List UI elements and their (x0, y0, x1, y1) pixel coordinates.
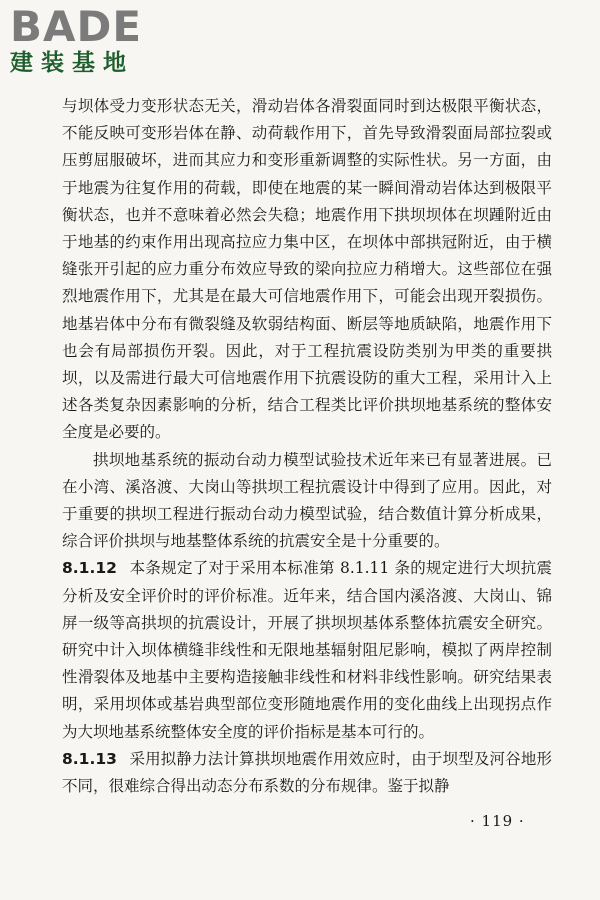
clause-8-1-12 (62, 555, 552, 745)
brand-logo (10, 2, 143, 76)
paragraph-shaking-table: 拱坝地基系统的振动台动力模型试验技术近年来已有显著进展。已在小湾、溪洛渡、大岗山等拱坝工程抗震设计中得到了应用。因此，对于重要的拱坝工程进行振动台动力模型试验，结合数值计算分析成果，综合评价拱坝与地基整体系统的抗震安全是十分重要的。 (62, 450, 552, 551)
clause-number: 8.1.13 (62, 749, 117, 768)
clause-8-1-13 (62, 746, 552, 800)
document-body (62, 93, 552, 800)
clause-number: 8.1.12 (62, 559, 117, 578)
paragraph-continued: 与坝体受力变形状态无关，滑动岩体各滑裂面同时到达极限平衡状态，不能反映可变形岩体在静、动荷载作用下，首先导致滑裂面局部拉裂或压剪屈服破坏，进而其应力和变形重新调整的实际性状。另一方面，由于地震为往复作用的荷载，即使在地震的某一瞬间滑动岩体达到极限平衡状态，也并不意味着必然会失稳；地震作用下拱坝坝体在坝踵附近由于地基的约束作用出现高拉应力集中区，在坝体中部拱冠附近，由于横缝张开引起的应力重分布效应导致的梁向拉应力稍增大。这些部位在强烈地震作用下，尤其是在最大可信地震作用下，可能会出现开裂损伤。地基岩体中分布有微裂缝及软弱结构面、断层等地质缺陷，地震作用下也会有局部损伤开裂。因此，对于工程抗震设防类别为甲类的重要拱坝，以及需进行最大可信地震作用下抗震设防的重大工程，采用计入上述各类复杂因素影响的分析，结合工程类比评价拱坝地基系统的整体安全度是必要的。 (62, 97, 552, 442)
clause-text: 本条规定了对于采用本标准第 8.1.11 条的规定进行大坝抗震分析及安全评价时的评价标准。近年来，结合国内溪洛渡、大岗山、锦屏一级等高拱坝的抗震设计，开展了拱坝坝基体系整体抗震安全研究。研究中计入坝体横缝非线性和无限地基辐射阻尼影响，模拟了两岸控制性滑裂体及地基中主要构造接触非线性和材料非线性影响。研究结果表明，采用坝体或基岩典型部位变形随地震作用的变化曲线上出现拐点作为大坝地基系统整体安全度的评价指标是基本可行的。 (62, 559, 552, 741)
logo-subtitle: 建装基地 (10, 50, 134, 76)
clause-text: 采用拟静力法计算拱坝地震作用效应时，由于坝型及河谷地形不同，很难综合得出动态分布系数的分布规律。鉴于拟静 (62, 749, 552, 796)
page-number: · 119 · (470, 812, 525, 830)
logo-wordmark: BADE (10, 2, 143, 51)
